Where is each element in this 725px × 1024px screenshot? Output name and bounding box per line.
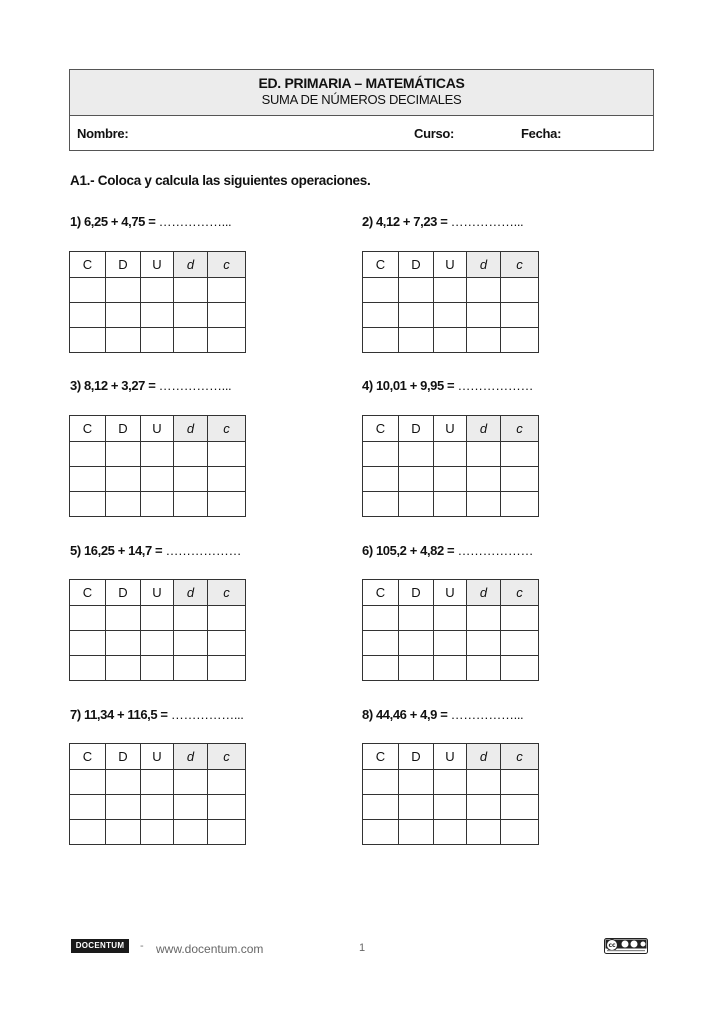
grid-cell[interactable]	[141, 492, 174, 517]
grid-cell[interactable]	[141, 606, 174, 631]
grid-row	[70, 606, 246, 631]
grid-header-cell: D	[399, 580, 434, 606]
grid-header-cell: C	[363, 580, 399, 606]
grid-header-cell: U	[141, 580, 174, 606]
grid-cell[interactable]	[501, 278, 539, 303]
grid-row	[70, 467, 246, 492]
grid-cell[interactable]	[70, 303, 106, 328]
grid-cell[interactable]	[70, 492, 106, 517]
grid-cell[interactable]	[141, 467, 174, 492]
grid-cell[interactable]	[70, 278, 106, 303]
problem-5	[70, 543, 241, 558]
grid-cell[interactable]	[106, 631, 141, 656]
grid-row	[70, 656, 246, 681]
grid-header-cell: U	[434, 580, 467, 606]
grid-header-cell: C	[70, 744, 106, 770]
grid-row	[363, 606, 539, 631]
grid-cell[interactable]	[467, 820, 501, 845]
place-value-grid	[362, 579, 539, 681]
grid-cell[interactable]	[363, 278, 399, 303]
grid-header-cell: C	[363, 744, 399, 770]
grid-cell[interactable]	[141, 795, 174, 820]
grid-cell[interactable]	[70, 770, 106, 795]
grid-cell[interactable]	[434, 606, 467, 631]
grid-row	[363, 795, 539, 820]
grid-header-cell: C	[70, 580, 106, 606]
grid-row	[363, 303, 539, 328]
grid-cell[interactable]	[467, 328, 501, 353]
problem-expression: 2) 4,12 + 7,23 =	[362, 214, 451, 229]
grid-row	[70, 303, 246, 328]
grid-cell[interactable]	[434, 656, 467, 681]
answer-blank: ………………	[457, 378, 534, 393]
grid-header-cell: U	[434, 416, 467, 442]
grid-cell[interactable]	[467, 492, 501, 517]
grid-cell[interactable]	[399, 303, 434, 328]
answer-blank: ……………...	[450, 214, 524, 229]
grid-row	[363, 492, 539, 517]
grid-cell[interactable]	[208, 770, 246, 795]
grid-row	[363, 467, 539, 492]
grid-cell[interactable]	[208, 820, 246, 845]
grid-cell[interactable]	[501, 820, 539, 845]
grid-header-cell: c	[208, 252, 246, 278]
grid-header-cell: d	[174, 252, 208, 278]
grid-header-cell: d	[467, 580, 501, 606]
page-number: 1	[359, 942, 366, 954]
grid-cell[interactable]	[141, 656, 174, 681]
place-value-grid	[69, 251, 246, 353]
grid-row	[70, 820, 246, 845]
grid-cell[interactable]	[174, 442, 208, 467]
grid-header-cell: D	[106, 416, 141, 442]
grid-cell[interactable]	[208, 606, 246, 631]
grid-cell[interactable]	[467, 303, 501, 328]
grid-cell[interactable]	[106, 278, 141, 303]
grid-cell[interactable]	[106, 328, 141, 353]
grid-cell[interactable]	[106, 467, 141, 492]
grid-header-cell: D	[106, 252, 141, 278]
problem-4	[362, 378, 533, 393]
grid-header-cell: c	[208, 580, 246, 606]
place-value-grid	[69, 415, 246, 517]
problem-6	[362, 543, 533, 558]
grid-cell[interactable]	[434, 795, 467, 820]
grid-cell[interactable]	[399, 492, 434, 517]
grid-cell[interactable]	[363, 606, 399, 631]
grid-cell[interactable]	[70, 795, 106, 820]
problem-2	[362, 214, 523, 229]
grid-cell[interactable]	[363, 442, 399, 467]
grid-cell[interactable]	[501, 631, 539, 656]
grid-header-cell: d	[174, 580, 208, 606]
grid-header-cell: c	[501, 252, 539, 278]
grid-cell[interactable]	[208, 656, 246, 681]
worksheet-header	[69, 69, 654, 151]
grid-cell[interactable]	[399, 328, 434, 353]
grid-cell[interactable]	[467, 442, 501, 467]
grid-header-cell: D	[399, 744, 434, 770]
grid-cell[interactable]	[106, 770, 141, 795]
grid-cell[interactable]	[141, 278, 174, 303]
grid-cell[interactable]	[467, 795, 501, 820]
grid-cell[interactable]	[434, 820, 467, 845]
grid-cell[interactable]	[399, 631, 434, 656]
header-title-area	[70, 70, 653, 116]
grid-cell[interactable]	[434, 278, 467, 303]
grid-cell[interactable]	[70, 656, 106, 681]
worksheet-title: ED. PRIMARIA – MATEMÁTICAS	[258, 75, 465, 91]
grid-cell[interactable]	[174, 656, 208, 681]
grid-cell[interactable]	[106, 820, 141, 845]
grid-header-cell: D	[106, 580, 141, 606]
grid-cell[interactable]	[208, 795, 246, 820]
grid-cell[interactable]	[106, 492, 141, 517]
grid-cell[interactable]	[70, 606, 106, 631]
grid-cell[interactable]	[141, 631, 174, 656]
grid-cell[interactable]	[399, 467, 434, 492]
grid-header-cell: d	[467, 416, 501, 442]
grid-header-cell: c	[501, 580, 539, 606]
place-value-grid	[362, 251, 539, 353]
worksheet-subtitle: SUMA DE NÚMEROS DECIMALES	[261, 92, 462, 107]
place-value-grid	[362, 743, 539, 845]
problem-expression: 7) 11,34 + 116,5 =	[70, 707, 171, 722]
grid-cell[interactable]	[363, 631, 399, 656]
grid-row	[363, 442, 539, 467]
grid-cell[interactable]	[501, 328, 539, 353]
grid-header-cell: c	[208, 416, 246, 442]
grid-cell[interactable]	[174, 467, 208, 492]
svg-text:cc: cc	[608, 942, 616, 950]
place-value-grid	[69, 579, 246, 681]
grid-cell[interactable]	[363, 795, 399, 820]
grid-row	[70, 631, 246, 656]
grid-cell[interactable]	[174, 631, 208, 656]
grid-cell[interactable]	[467, 770, 501, 795]
grid-cell[interactable]	[208, 467, 246, 492]
grid-header-cell: C	[363, 416, 399, 442]
grid-cell[interactable]	[106, 442, 141, 467]
grid-cell[interactable]	[70, 328, 106, 353]
grid-cell[interactable]	[363, 328, 399, 353]
grid-cell[interactable]	[363, 656, 399, 681]
grid-cell[interactable]	[70, 631, 106, 656]
grid-cell[interactable]	[208, 328, 246, 353]
place-value-grid	[69, 743, 246, 845]
grid-header-cell: U	[141, 416, 174, 442]
grid-row	[363, 631, 539, 656]
grid-cell[interactable]	[363, 820, 399, 845]
grid-cell[interactable]	[434, 442, 467, 467]
grid-header-cell: c	[501, 744, 539, 770]
grid-row	[363, 770, 539, 795]
grid-cell[interactable]	[363, 467, 399, 492]
grid-cell[interactable]	[141, 442, 174, 467]
grid-cell[interactable]	[208, 278, 246, 303]
problem-expression: 3) 8,12 + 3,27 =	[70, 378, 159, 393]
grid-cell[interactable]	[106, 606, 141, 631]
grid-cell[interactable]	[208, 303, 246, 328]
grid-header-cell: U	[141, 252, 174, 278]
grid-header-cell: D	[399, 416, 434, 442]
problem-expression: 4) 10,01 + 9,95 =	[362, 378, 458, 393]
problem-8	[362, 707, 523, 722]
grid-cell[interactable]	[174, 795, 208, 820]
grid-cell[interactable]	[141, 820, 174, 845]
answer-blank: ……………...	[170, 707, 244, 722]
grid-cell[interactable]	[399, 795, 434, 820]
problem-expression: 1) 6,25 + 4,75 =	[70, 214, 159, 229]
grid-cell[interactable]	[399, 278, 434, 303]
grid-cell[interactable]	[399, 606, 434, 631]
grid-cell[interactable]	[467, 656, 501, 681]
grid-cell[interactable]	[141, 770, 174, 795]
grid-header-cell: D	[399, 252, 434, 278]
grid-header-cell: d	[467, 744, 501, 770]
grid-cell[interactable]	[106, 303, 141, 328]
grid-header-cell: U	[434, 252, 467, 278]
grid-cell[interactable]	[434, 328, 467, 353]
grid-header-cell: U	[141, 744, 174, 770]
grid-row	[363, 820, 539, 845]
grid-cell[interactable]	[434, 770, 467, 795]
curso-label: Curso:	[414, 126, 455, 141]
creative-commons-icon	[604, 938, 648, 954]
grid-cell[interactable]	[501, 467, 539, 492]
grid-header-cell: D	[106, 744, 141, 770]
grid-cell[interactable]	[363, 770, 399, 795]
grid-row	[70, 442, 246, 467]
grid-cell[interactable]	[501, 442, 539, 467]
grid-cell[interactable]	[434, 467, 467, 492]
answer-blank: ……………...	[158, 378, 232, 393]
problem-3	[70, 378, 231, 393]
grid-cell[interactable]	[70, 820, 106, 845]
problem-1	[70, 214, 231, 229]
activity-instruction: A1.- Coloca y calcula las siguientes operaciones.	[70, 173, 371, 188]
problem-expression: 5) 16,25 + 14,7 =	[70, 543, 166, 558]
grid-cell[interactable]	[501, 795, 539, 820]
problem-7	[70, 707, 243, 722]
grid-header-cell: c	[208, 744, 246, 770]
answer-blank: ……………...	[158, 214, 232, 229]
grid-header-cell: d	[174, 416, 208, 442]
grid-cell[interactable]	[106, 795, 141, 820]
grid-cell[interactable]	[363, 303, 399, 328]
grid-header-cell: C	[70, 252, 106, 278]
grid-row	[70, 328, 246, 353]
grid-row	[363, 278, 539, 303]
grid-cell[interactable]	[467, 606, 501, 631]
grid-cell[interactable]	[208, 442, 246, 467]
nombre-label: Nombre:	[77, 126, 129, 141]
grid-row	[70, 278, 246, 303]
student-info-row	[70, 116, 653, 151]
grid-header-cell: U	[434, 744, 467, 770]
grid-cell[interactable]	[363, 492, 399, 517]
grid-cell[interactable]	[399, 442, 434, 467]
grid-header-cell: c	[501, 416, 539, 442]
grid-row	[363, 328, 539, 353]
grid-cell[interactable]	[208, 631, 246, 656]
place-value-grid	[362, 415, 539, 517]
grid-header-cell: C	[70, 416, 106, 442]
footer-separator: -	[140, 940, 144, 952]
grid-cell[interactable]	[174, 303, 208, 328]
grid-cell[interactable]	[501, 303, 539, 328]
grid-cell[interactable]	[399, 820, 434, 845]
grid-cell[interactable]	[70, 442, 106, 467]
docentum-logo: DOCENTUM	[71, 939, 129, 953]
grid-header-cell: d	[467, 252, 501, 278]
grid-cell[interactable]	[434, 631, 467, 656]
fecha-label: Fecha:	[521, 126, 562, 141]
grid-cell[interactable]	[467, 631, 501, 656]
grid-cell[interactable]	[141, 328, 174, 353]
answer-blank: ………………	[165, 543, 242, 558]
grid-cell[interactable]	[174, 328, 208, 353]
grid-cell[interactable]	[467, 278, 501, 303]
grid-cell[interactable]	[501, 656, 539, 681]
grid-row	[70, 795, 246, 820]
grid-cell[interactable]	[106, 656, 141, 681]
grid-row	[70, 770, 246, 795]
grid-cell[interactable]	[174, 770, 208, 795]
grid-cell[interactable]	[501, 492, 539, 517]
grid-row	[363, 656, 539, 681]
grid-cell[interactable]	[434, 303, 467, 328]
grid-cell[interactable]	[434, 492, 467, 517]
answer-blank: ………………	[457, 543, 534, 558]
grid-cell[interactable]	[174, 606, 208, 631]
grid-cell[interactable]	[467, 467, 501, 492]
grid-header-cell: C	[363, 252, 399, 278]
problem-expression: 6) 105,2 + 4,82 =	[362, 543, 458, 558]
grid-cell[interactable]	[399, 656, 434, 681]
grid-cell[interactable]	[208, 492, 246, 517]
grid-header-cell: d	[174, 744, 208, 770]
grid-cell[interactable]	[174, 820, 208, 845]
grid-cell[interactable]	[174, 278, 208, 303]
grid-cell[interactable]	[70, 467, 106, 492]
grid-cell[interactable]	[174, 492, 208, 517]
grid-cell[interactable]	[501, 770, 539, 795]
answer-blank: ……………...	[450, 707, 524, 722]
grid-cell[interactable]	[501, 606, 539, 631]
footer-url: www.docentum.com	[156, 942, 264, 956]
problem-expression: 8) 44,46 + 4,9 =	[362, 707, 451, 722]
grid-cell[interactable]	[141, 303, 174, 328]
grid-row	[70, 492, 246, 517]
grid-cell[interactable]	[399, 770, 434, 795]
